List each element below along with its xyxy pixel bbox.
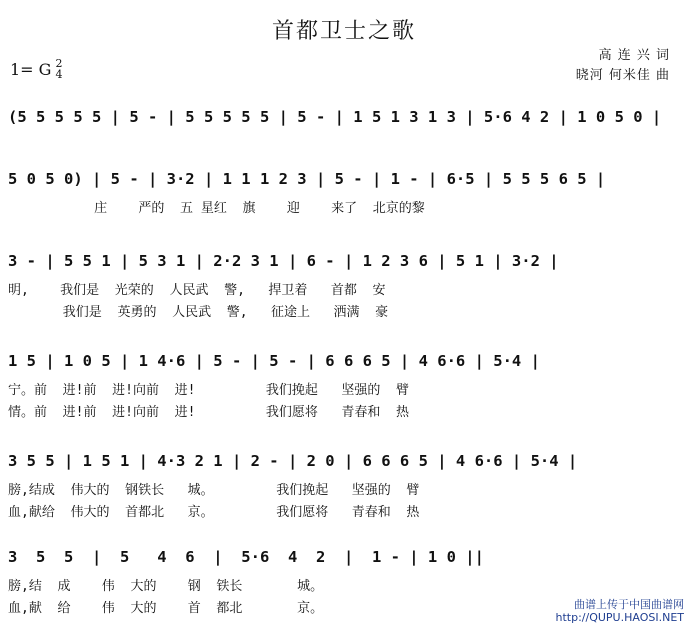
time-signature bbox=[55, 58, 62, 80]
watermark-line-1: 曲谱上传于中国曲谱网 bbox=[574, 598, 684, 611]
watermark bbox=[556, 598, 684, 624]
song-title: 首都卫士之歌 bbox=[271, 19, 416, 44]
lyric-verse-1: 膀,结 成 伟 大的 钢 铁长 城。 bbox=[8, 579, 324, 594]
time-signature-top: 2 bbox=[55, 57, 63, 70]
score-system-2 bbox=[0, 164, 688, 244]
notation-line: 3 5 5 | 1 5 1 | 4·3 2 1 | 2 - | 2 0 | 6 6 6 5 | 4 6·6 | 5·4 | bbox=[8, 452, 578, 470]
score-system-4 bbox=[0, 346, 688, 426]
notation-line: 3 - | 5 5 1 | 5 3 1 | 2·2 3 1 | 6 - | 1 2 3 6 | 5 1 | 3·2 | bbox=[8, 252, 559, 270]
score-system-5 bbox=[0, 446, 688, 526]
composer-credit: 晓河 何米佳 曲 bbox=[575, 68, 670, 83]
lyric-verse-1: 膀,结成 伟大的 钢铁长 城。 我们挽起 坚强的 臂 bbox=[8, 483, 420, 498]
lyric-verse-2: 血,献 给 伟 大的 首 都北 京。 bbox=[8, 601, 324, 616]
notation-line: 1 5 | 1 0 5 | 1 4·6 | 5 - | 5 - | 6 6 6 5 | 4 6·6 | 5·4 | bbox=[8, 352, 540, 370]
lyric-verse-2: 血,献给 伟大的 首都北 京。 我们愿将 青春和 热 bbox=[8, 505, 420, 520]
key-signature bbox=[10, 58, 62, 80]
lyric-verse-2: 情。前 进!前 进!向前 进! 我们愿将 青春和 热 bbox=[8, 405, 410, 420]
notation-line: 5 0 5 0) | 5 - | 3·2 | 1 1 1 2 3 | 5 - | 1 - | 6·5 | 5 5 5 6 5 | bbox=[8, 170, 606, 188]
lyricist-credit: 高 连 兴 词 bbox=[598, 48, 670, 63]
watermark-line-2: http://QUPU.HAOSI.NET bbox=[555, 611, 684, 624]
notation-line: (5 5 5 5 5 | 5 - | 5 5 5 5 5 | 5 - | 1 5 1 3 1 3 | 5·6 4 2 | 1 0 5 0 | bbox=[8, 108, 662, 126]
lyric-verse-1: 庄 严的 五 星红 旗 迎 来了 北京的黎 bbox=[8, 201, 425, 216]
lyric-verse-1: 明, 我们是 光荣的 人民武 警, 捍卫着 首都 安 bbox=[8, 283, 386, 298]
lyric-verse-2: 我们是 英勇的 人民武 警, 征途上 洒满 豪 bbox=[8, 305, 389, 320]
lyric-verse-1: 宁。前 进!前 进!向前 进! 我们挽起 坚强的 臂 bbox=[8, 383, 410, 398]
key-label: 1= G bbox=[10, 59, 52, 79]
notation-line: 3 5 5 | 5 4 6 | 5·6 4 2 | 1 - | 1 0 || bbox=[8, 548, 484, 566]
score-system-3 bbox=[0, 246, 688, 326]
time-signature-bottom: 4 bbox=[55, 68, 63, 81]
